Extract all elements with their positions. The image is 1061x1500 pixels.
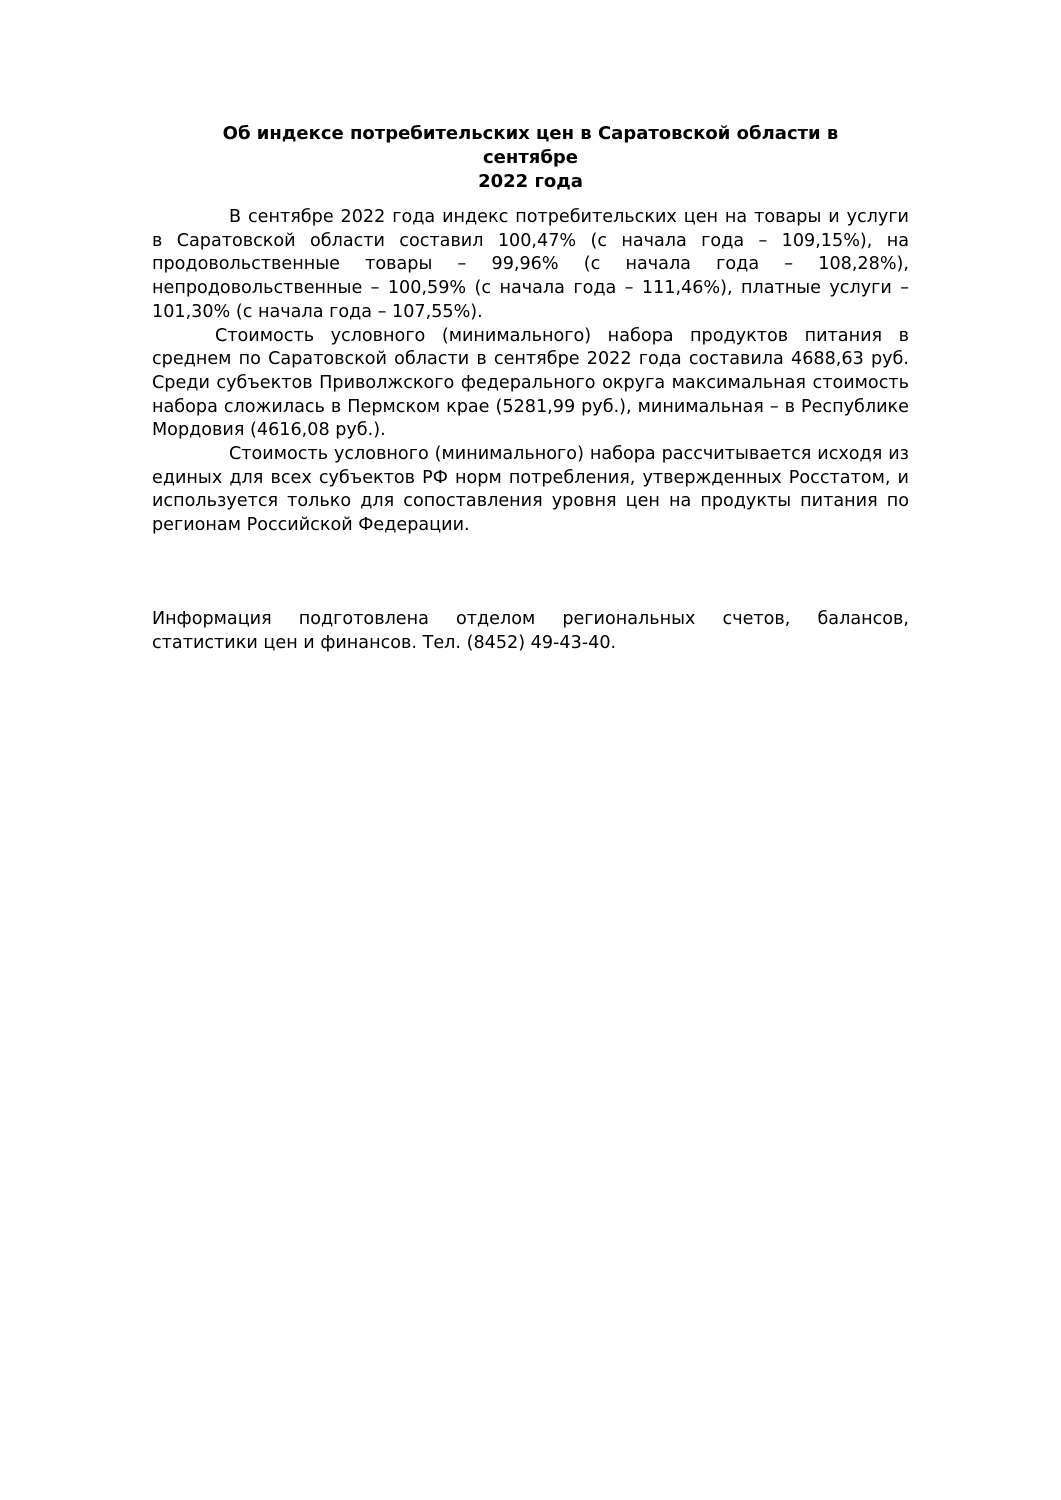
document-title bbox=[152, 122, 909, 194]
title-line-2: сентябре bbox=[483, 147, 578, 168]
title-line-3: 2022 года bbox=[478, 171, 583, 192]
paragraph-methodology: Стоимость условного (минимального) набора рассчитывается исходя из единых для всех субъектов РФ норм потребления, утвержденных Росстатом, и используется только для сопоставления уровня цен на продукты питания по регионам Российской Федерации. bbox=[152, 444, 909, 536]
footer-contact-note: Информация подготовлена отделом региональных счетов, балансов, статистики цен и финансов. Тел. (8452) 49-43-40. bbox=[152, 609, 909, 653]
document-page bbox=[152, 122, 909, 538]
paragraph-cpi: В сентябре 2022 года индекс потребительских цен на товары и услуги в Саратовской области составил 100,47% (с начала года – 109,15%), на продовольственные товары – 99,96% (с начала года – 108,28%), непродовольственные – 100,59% (с начала года – 111,46%), платные услуги – 101,30% (с начала года – 107,55%). bbox=[152, 207, 909, 322]
paragraph-food-basket: Стоимость условного (минимального) набора продуктов питания в среднем по Саратовской области в сентябре 2022 года составила 4688,63 руб. Среди субъектов Приволжского федерального округа максимальная стоимость набора сложилась в Пермском крае (5281,99 руб.), минимальная – в Республике Мордовия (4616,08 руб.). bbox=[152, 325, 909, 441]
title-line-1: Об индексе потребительских цен в Саратовской области в bbox=[222, 123, 839, 144]
document-body bbox=[152, 206, 909, 538]
